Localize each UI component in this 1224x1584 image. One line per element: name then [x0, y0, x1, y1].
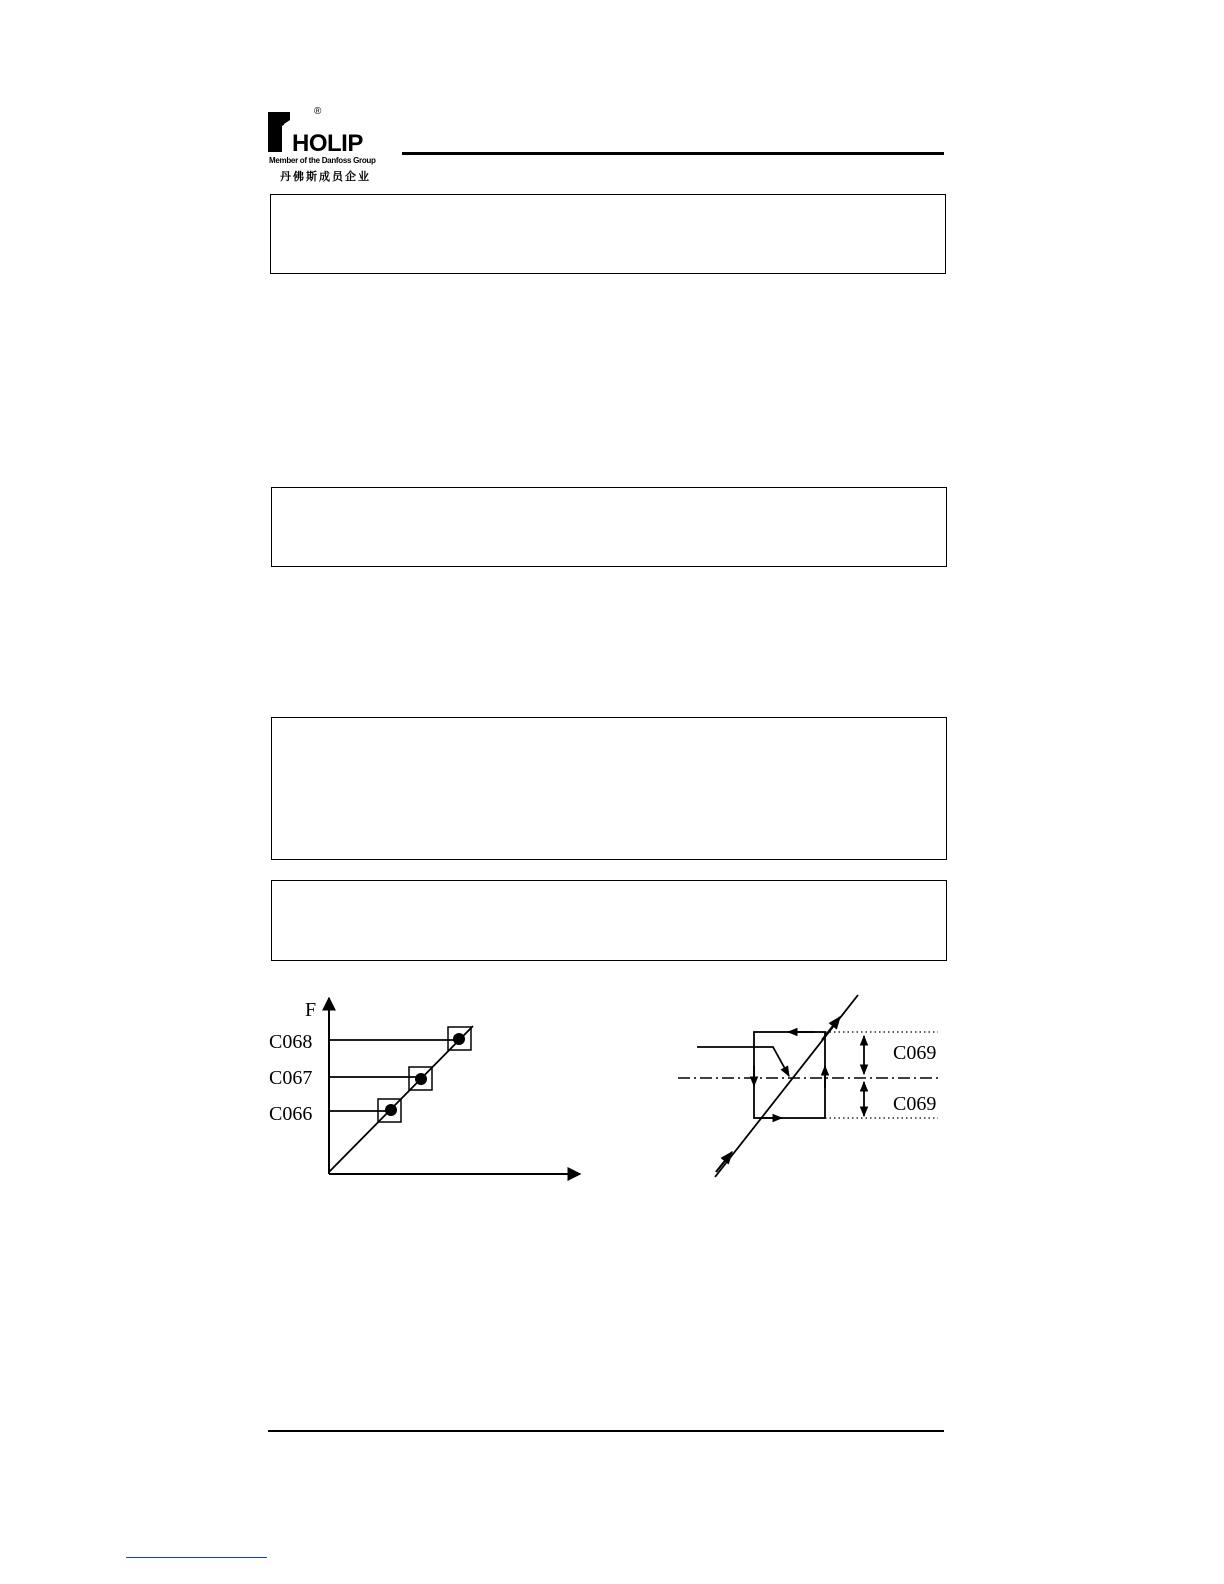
level-diagram [269, 998, 580, 1174]
point-c068 [453, 1033, 465, 1045]
footer-rule [268, 1430, 944, 1432]
level-label-c066: C066 [269, 1103, 313, 1125]
band-label-upper: C069 [893, 1042, 937, 1064]
level-label-c067: C067 [269, 1067, 313, 1089]
y-axis-label: F [305, 999, 317, 1021]
brand-tagline: Member of the Danfoss Group [269, 156, 376, 165]
registered-mark: ® [314, 106, 322, 117]
hysteresis-diagram [678, 995, 938, 1177]
arrow-diagonal-upper [822, 1017, 840, 1040]
brand-name: HOLIP [292, 130, 363, 157]
brand-tagline-cn: 丹佛斯成员企业 [280, 170, 371, 183]
point-c067 [415, 1073, 427, 1085]
pointer-line [697, 1047, 789, 1076]
hysteresis-box [754, 1032, 825, 1118]
band-label-lower: C069 [893, 1093, 937, 1115]
footer-link-underline[interactable] [126, 1557, 267, 1558]
point-c066 [385, 1104, 397, 1116]
level-label-c068: C068 [269, 1031, 313, 1053]
arrow-diagonal-lower [716, 1152, 732, 1172]
